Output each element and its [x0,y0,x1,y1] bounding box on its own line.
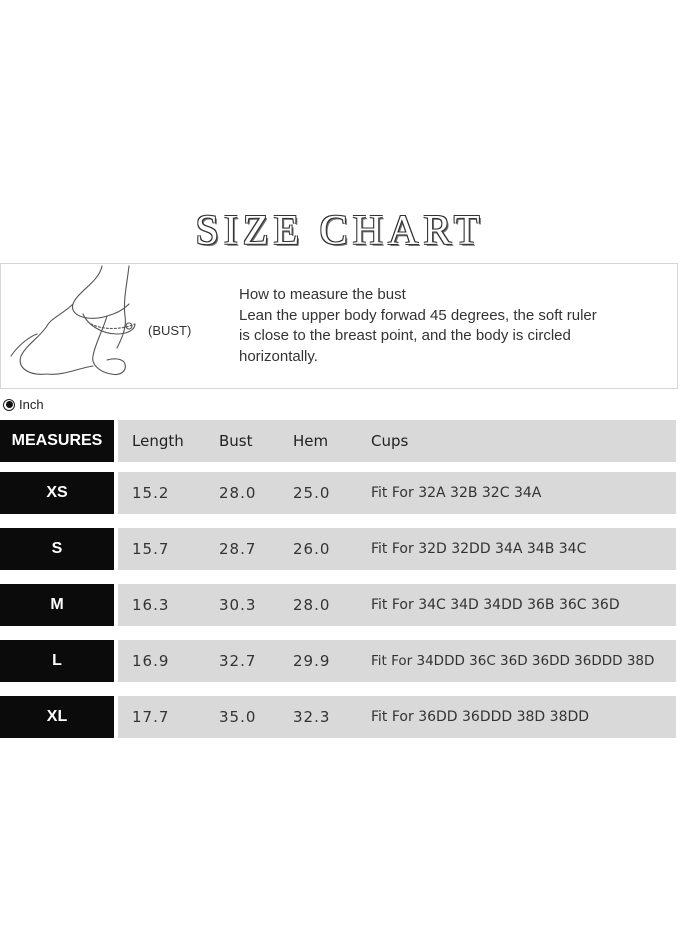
bust-value: 28.7 [219,540,257,558]
unit-option-inch[interactable] [3,397,44,412]
bust-value: 32.7 [219,652,257,670]
length-value: 15.7 [132,540,170,558]
cups-value: Fit For 34C 34D 34DD 36B 36C 36D [371,597,620,613]
bust-value: 30.3 [219,596,257,614]
length-value: 17.7 [132,708,170,726]
table-row [0,528,680,570]
header-length: Length [132,432,184,450]
length-value: 16.9 [132,652,170,670]
table-row [0,640,680,682]
hem-value: 26.0 [293,540,331,558]
size-label: L [0,640,114,682]
size-label: XL [0,696,114,738]
bust-value: 35.0 [219,708,257,726]
hem-value: 28.0 [293,596,331,614]
row-cells [118,528,676,570]
hem-value: 25.0 [293,484,331,502]
row-cells [118,472,676,514]
hem-value: 29.9 [293,652,331,670]
size-label: S [0,528,114,570]
row-cells [118,696,676,738]
cups-value: Fit For 32D 32DD 34A 34B 34C [371,541,587,557]
header-cells [118,420,676,462]
howto-text [239,285,659,367]
header-hem: Hem [293,432,329,450]
howto-line: horizontally. [239,347,318,365]
cups-value: Fit For 34DDD 36C 36D 36DD 36DDD 38D [371,653,655,669]
table-row [0,584,680,626]
howto-line: is close to the breast point, and the body is circled [239,327,571,344]
table-header-row [0,420,680,462]
size-label: M [0,584,114,626]
table-row [0,696,680,738]
howto-line: Lean the upper body forwad 45 degrees, the soft ruler [239,306,597,324]
row-cells [118,640,676,682]
bust-label: (BUST) [148,323,192,338]
bust-measure-figure [7,264,157,388]
hem-value: 32.3 [293,708,331,726]
radio-selected-icon[interactable] [3,399,15,411]
measure-instructions-panel [0,263,678,389]
size-label: XS [0,472,114,514]
table-row [0,472,680,514]
header-measures: MEASURES [0,420,114,462]
length-value: 16.3 [132,596,170,614]
page-title: SIZE CHART [195,208,485,254]
row-cells [118,584,676,626]
unit-label: Inch [19,397,44,412]
cups-value: Fit For 32A 32B 32C 34A [371,485,542,501]
header-cups: Cups [371,432,409,450]
bust-value: 28.0 [219,484,257,502]
howto-heading: How to measure the bust [239,286,406,303]
length-value: 15.2 [132,484,170,502]
header-bust: Bust [219,432,253,450]
cups-value: Fit For 36DD 36DDD 38D 38DD [371,709,590,725]
